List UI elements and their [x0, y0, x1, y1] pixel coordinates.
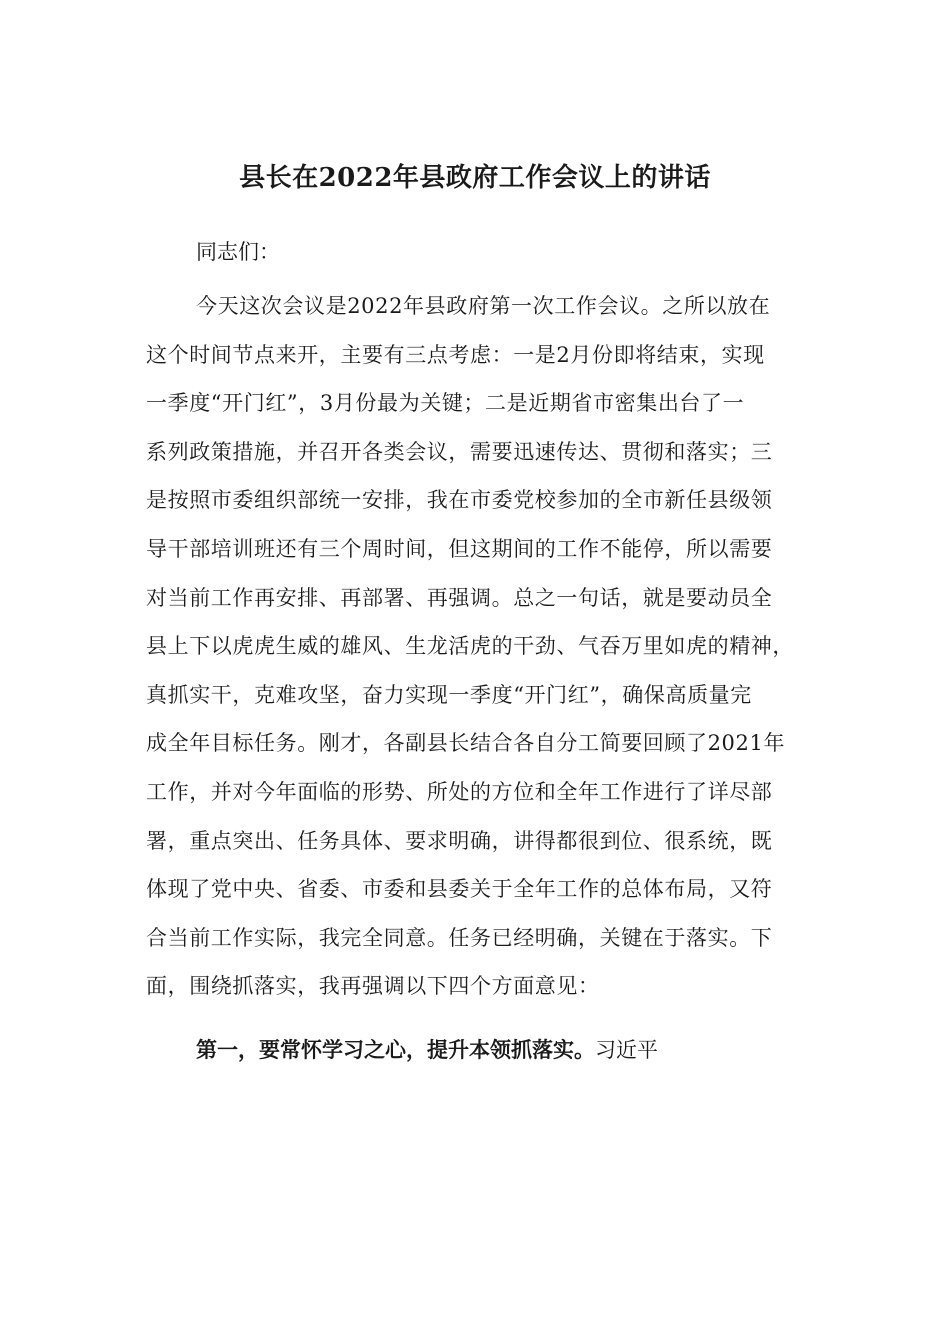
paragraph-line: 署，重点突出、任务具体、要求明确，讲得都很到位、很系统，既: [146, 828, 773, 853]
paragraph-line: 这个时间节点来开，主要有三点考虑：一是2月份即将结束，实现: [146, 342, 765, 367]
paragraph-line: 是按照市委组织部统一安排，我在市委党校参加的全市新任县级领: [146, 488, 773, 513]
paragraph-line: 合当前工作实际，我完全同意。任务已经明确，关键在于落实。下: [146, 925, 773, 950]
paragraph-line: 面，围绕抓落实，我再强调以下四个方面意见：: [146, 974, 600, 999]
opening-paragraph: [146, 282, 806, 1011]
paragraph-line: 工作，并对今年面临的形势、所处的方位和全年工作进行了详尽部: [146, 779, 773, 804]
paragraph-line: 一季度“开门红”，3月份最为关键；二是近期省市密集出台了一: [146, 391, 745, 416]
greeting: 同志们：: [196, 240, 280, 264]
section-one-heading: 第一，要常怀学习之心，提升本领抓落实。: [196, 1037, 595, 1062]
paragraph-line: 成全年目标任务。刚才，各副县长结合各自分工简要回顾了2021年: [146, 731, 786, 756]
paragraph-line: 体现了党中央、省委、市委和县委关于全年工作的总体布局，又符: [146, 877, 773, 902]
section-one: [196, 1032, 658, 1068]
section-one-continuation: 习近平: [595, 1038, 658, 1062]
paragraph-line: 县上下以虎虎生威的雄风、生龙活虎的干劲、气吞万里如虎的精神，: [146, 634, 794, 659]
paragraph-line: 真抓实干，克难攻坚，奋力实现一季度“开门红”，确保高质量完: [146, 682, 752, 707]
paragraph-line: 今天这次会议是2022年县政府第一次工作会议。之所以放在: [196, 294, 771, 318]
document-title: 县长在2022年县政府工作会议上的讲话: [239, 163, 711, 193]
paragraph-line: 对当前工作再安排、再部署、再强调。总之一句话，就是要动员全: [146, 585, 773, 610]
paragraph-line: 导干部培训班还有三个周时间，但这期间的工作不能停，所以需要: [146, 536, 773, 561]
paragraph-line: 系列政策措施，并召开各类会议，需要迅速传达、贯彻和落实；三: [146, 439, 773, 464]
